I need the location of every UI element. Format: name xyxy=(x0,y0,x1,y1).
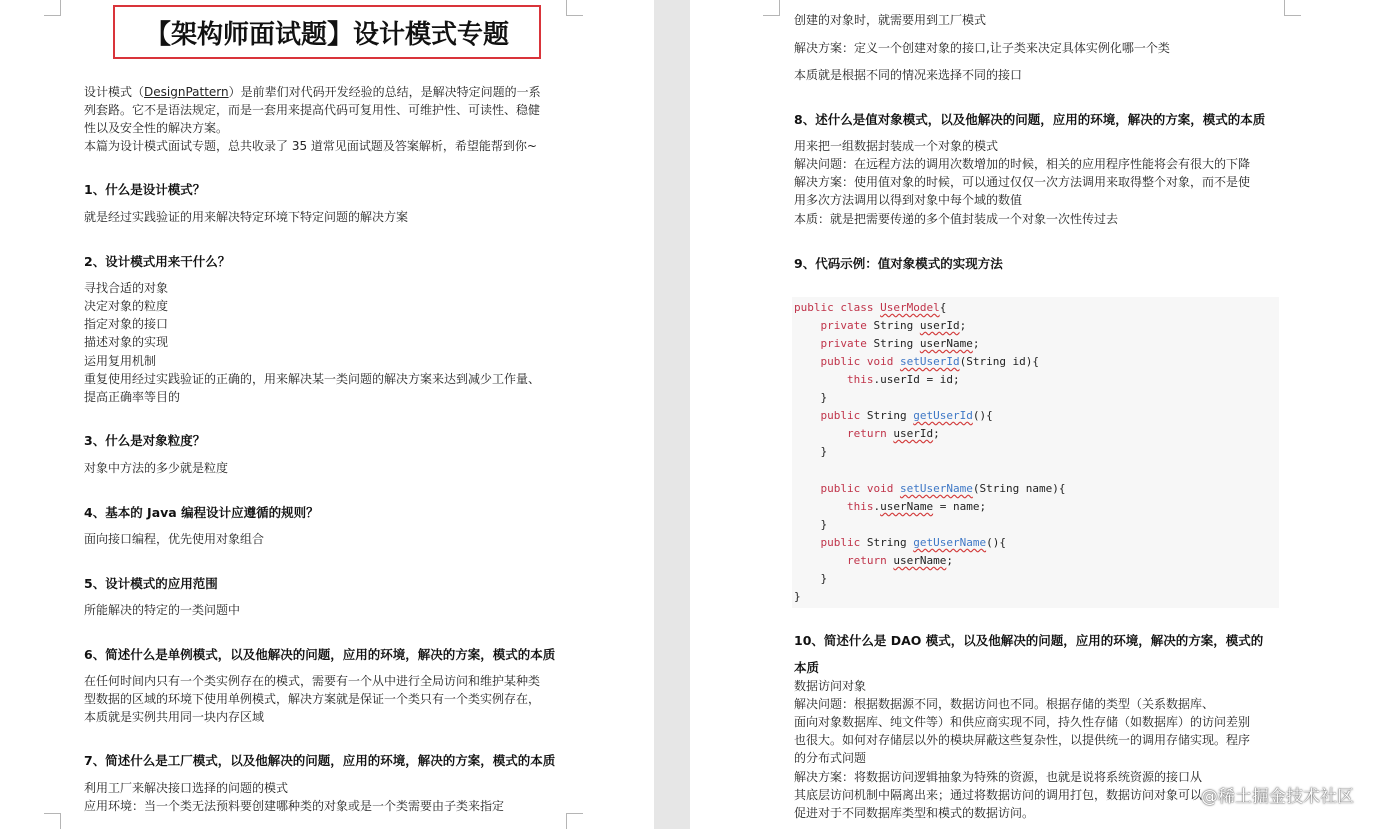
code-line: } xyxy=(794,445,828,458)
code-line: public class UserModel{ xyxy=(794,301,947,314)
code-block xyxy=(792,297,1279,608)
page-corner-mark xyxy=(763,0,780,16)
page-corner-mark xyxy=(44,0,61,16)
code-line: public String getUserId(){ xyxy=(794,409,993,422)
document-page-right xyxy=(690,0,1374,829)
answer-10-line: 解决方案：将数据访问逻辑抽象为特殊的资源，也就是说将系统资源的接口从 xyxy=(794,770,1203,784)
answer-2-line: 指定对象的接口 xyxy=(84,317,169,331)
watermark: @稀土掘金技术社区 xyxy=(1201,787,1354,807)
code-line: } xyxy=(794,391,828,404)
answer-8-line: 用多次方法调用以得到对象中每个域的数值 xyxy=(794,193,1023,207)
page-corner-mark xyxy=(566,813,583,829)
answer-10-line: 的分布式问题 xyxy=(794,751,867,765)
code-line: return userId; xyxy=(794,427,940,440)
answer-7-line: 利用工厂来解决接口选择的问题的模式 xyxy=(84,781,289,795)
answer-10-line: 解决问题：根据数据源不同，数据访问也不同。根据存储的类型（关系数据库、 xyxy=(794,697,1215,711)
code-line: } xyxy=(794,590,801,603)
answer-6-line: 在任何时间内只有一个类实例存在的模式，需要有一个从中进行全局访问和维护某种类 xyxy=(84,674,541,688)
question-heading-2: 2、设计模式用来干什么？ xyxy=(84,254,231,269)
answer-8-line: 用来把一组数据封装成一个对象的模式 xyxy=(794,139,999,153)
answer-8-line: 解决问题：在远程方法的调用次数增加的时候，相关的应用程序性能将会有很大的下降 xyxy=(794,157,1251,171)
intro-paragraph-line: 性以及安全性的解决方案。 xyxy=(84,121,229,135)
answer-2-line: 提高正确率等目的 xyxy=(84,390,181,404)
question-heading-6: 6、简述什么是单例模式，以及他解决的问题，应用的环境，解决的方案，模式的本质 xyxy=(84,647,556,662)
document-title: 【架构师面试题】设计模式专题 xyxy=(113,5,541,59)
question-heading-10-cont: 本质 xyxy=(794,660,820,675)
code-line: } xyxy=(794,518,828,531)
answer-2-line: 寻找合适的对象 xyxy=(84,281,169,295)
answer-2-line: 运用复用机制 xyxy=(84,354,157,368)
code-line: public void setUserId(String id){ xyxy=(794,355,1040,368)
answer-7-line: 应用环境：当一个类无法预料要创建哪种类的对象或是一个类需要由子类来指定 xyxy=(84,799,505,813)
answer-10-line: 促进对于不同数据库类型和模式的数据访问。 xyxy=(794,806,1035,820)
question-heading-10: 10、简述什么是 DAO 模式，以及他解决的问题，应用的环境，解决的方案，模式的 xyxy=(794,633,1264,648)
answer-7-continued: 创建的对象时，就需要用到工厂模式 xyxy=(794,13,987,27)
code-line: private String userName; xyxy=(794,337,980,350)
code-line: public String getUserName(){ xyxy=(794,536,1006,549)
answer-10-line: 也很大。如何对存储层以外的模块屏蔽这些复杂性，以提供统一的调用存储实现。程序 xyxy=(794,733,1251,747)
answer-2-line: 决定对象的粒度 xyxy=(84,299,169,313)
page-corner-mark xyxy=(1284,0,1301,16)
intro-paragraph-line: 设计模式（DesignPattern）是前辈们对代码开发经验的总结，是解决特定问题的一系 xyxy=(84,85,541,99)
answer-1: 就是经过实践验证的用来解决特定环境下特定问题的解决方案 xyxy=(84,210,409,224)
question-heading-3: 3、什么是对象粒度？ xyxy=(84,433,206,448)
code-line: this.userId = id; xyxy=(794,373,960,386)
answer-5: 所能解决的特定的一类问题中 xyxy=(84,603,241,617)
question-heading-7: 7、简述什么是工厂模式，以及他解决的问题，应用的环境，解决的方案，模式的本质 xyxy=(84,753,556,768)
intro-paragraph-line: 列套路。它不是语法规定，而是一套用来提高代码可复用性、可维护性、可读性、稳健 xyxy=(84,103,541,117)
question-heading-5: 5、设计模式的应用范围 xyxy=(84,576,218,591)
answer-8-line: 本质：就是把需要传递的多个值封装成一个对象一次性传过去 xyxy=(794,212,1119,226)
answer-10-line: 数据访问对象 xyxy=(794,679,867,693)
answer-4: 面向接口编程，优先使用对象组合 xyxy=(84,532,265,546)
question-heading-1: 1、什么是设计模式？ xyxy=(84,182,206,197)
answer-3: 对象中方法的多少就是粒度 xyxy=(84,461,229,475)
question-heading-8: 8、述什么是值对象模式，以及他解决的问题，应用的环境，解决的方案，模式的本质 xyxy=(794,112,1266,127)
answer-7-continued: 解决方案：定义一个创建对象的接口,让子类来决定具体实例化哪一个类 xyxy=(794,41,1170,55)
code-line: this.userName = name; xyxy=(794,500,987,513)
document-page-left xyxy=(0,0,654,829)
design-pattern-term: DesignPattern xyxy=(144,85,229,99)
page-corner-mark xyxy=(566,0,583,16)
question-heading-4: 4、基本的 Java 编程设计应遵循的规则？ xyxy=(84,505,319,520)
answer-10-line: 面向对象数据库、纯文件等）和供应商实现不同，持久性存储（如数据库）的访问差别 xyxy=(794,715,1251,729)
code-line: return userName; xyxy=(794,554,953,567)
answer-2-line: 描述对象的实现 xyxy=(84,335,169,349)
question-heading-9: 9、代码示例：值对象模式的实现方法 xyxy=(794,256,1003,271)
code-line: private String userId; xyxy=(794,319,967,332)
code-line: } xyxy=(794,572,828,585)
answer-7-continued: 本质就是根据不同的情况来选择不同的接口 xyxy=(794,68,1023,82)
page-corner-mark xyxy=(44,813,61,829)
answer-6-line: 本质就是实例共用同一块内存区域 xyxy=(84,710,265,724)
answer-2-line: 重复使用经过实践验证的正确的，用来解决某一类问题的解决方案来达到减少工作量、 xyxy=(84,372,541,386)
intro-paragraph-line: 本篇为设计模式面试专题，总共收录了 35 道常见面试题及答案解析，希望能帮到你~ xyxy=(84,139,537,153)
answer-8-line: 解决方案：使用值对象的时候，可以通过仅仅一次方法调用来取得整个对象，而不是使 xyxy=(794,175,1251,189)
answer-10-line: 其底层访问机制中隔离出来；通过将数据访问的调用打包，数据访问对象可以 xyxy=(794,788,1203,802)
answer-6-line: 型数据的区域的环境下使用单例模式，解决方案就是保证一个类只有一个类实例存在， xyxy=(84,692,541,706)
code-line: public void setUserName(String name){ xyxy=(794,482,1066,495)
